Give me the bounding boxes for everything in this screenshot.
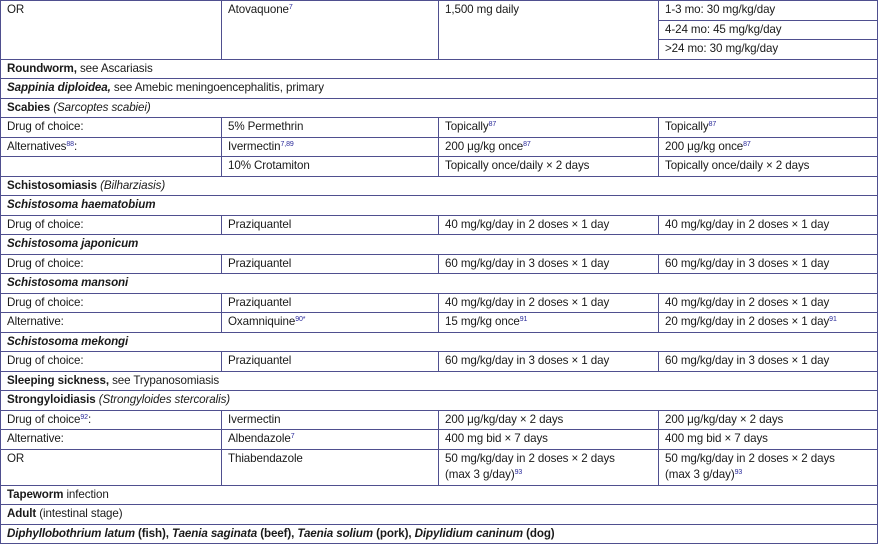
- table-row: 10% Crotamiton Topically once/daily × 2 days Topically once/daily × 2 days: [1, 157, 878, 177]
- section-row: Schistosomiasis (Bilharziasis): [1, 176, 878, 196]
- subsection-row: Schistosoma japonicum: [1, 235, 878, 255]
- subsection-row: Schistosoma haematobium: [1, 196, 878, 216]
- section-row: Roundworm, see Ascariasis: [1, 59, 878, 79]
- subsection-row: Schistosoma mekongi: [1, 332, 878, 352]
- table-row: OR Thiabendazole 50 mg/kg/day in 2 doses × 2 days (max 3 g/day)$^{93}$ 50 mg/kg/day in 2 doses × 2 days (max 3 g/day)$^{93}$: [1, 449, 878, 485]
- section-row: Tapeworm infection: [1, 485, 878, 505]
- pediatric-dose-line: >24 mo: 30 mg/kg/day: [665, 42, 779, 55]
- table-row: Alternative: Oxamniquine$^{90*}$ 15 mg/kg once$^{91}$ 20 mg/kg/day in 2 doses × 1 day$^{91}$: [1, 313, 878, 333]
- table-row: Drug of choice: Praziquantel 60 mg/kg/day in 3 doses × 1 day 60 mg/kg/day in 3 doses × 1 day: [1, 352, 878, 372]
- table-row: Drug of choice: Praziquantel 40 mg/kg/day in 2 doses × 1 day 40 mg/kg/day in 2 doses × 1 day: [1, 293, 878, 313]
- table-row: Drug of choice: 5% Permethrin Topically$^{87}$ Topically$^{87}$: [1, 118, 878, 138]
- table-row: Alternatives$^{88}$: Ivermectin$^{7,89}$ 200 μg/kg once$^{87}$ 200 μg/kg once$^{87}$: [1, 137, 878, 157]
- pediatric-dose-line: 4-24 mo: 45 mg/kg/day: [659, 20, 877, 40]
- section-row: Diphyllobothrium latum (fish), Taenia saginata (beef), Taenia solium (pork), Dipylidium caninum (dog): [1, 524, 878, 544]
- subsection-row: Schistosoma mansoni: [1, 274, 878, 294]
- pediatric-dose-line: 1-3 mo: 30 mg/kg/day: [659, 1, 877, 20]
- table-row: Drug of choice$^{92}$: Ivermectin 200 μg/kg/day × 2 days 200 μg/kg/day × 2 days: [1, 410, 878, 430]
- section-row: Strongyloidiasis (Strongyloides stercoralis): [1, 391, 878, 411]
- drug-cell: Atovaquone$^7$: [222, 1, 439, 60]
- section-row: Scabies (Sarcoptes scabiei): [1, 98, 878, 118]
- table-row: Drug of choice: Praziquantel 40 mg/kg/day in 2 doses × 1 day 40 mg/kg/day in 2 doses × 1 day: [1, 215, 878, 235]
- pediatric-dose-cell: [659, 1, 878, 60]
- section-row: Sappinia diploidea, see Amebic meningoencephalitis, primary: [1, 79, 878, 99]
- table-row: Drug of choice: Praziquantel 60 mg/kg/day in 3 doses × 1 day 60 mg/kg/day in 3 doses × 1 day: [1, 254, 878, 274]
- table-row: Alternative: Albendazole$^7$ 400 mg bid × 7 days 400 mg bid × 7 days: [1, 430, 878, 450]
- section-row: Adult (intestinal stage): [1, 505, 878, 525]
- adult-dose-cell: 1,500 mg daily: [439, 1, 659, 60]
- table-row: [1, 1, 878, 60]
- section-row: Sleeping sickness, see Trypanosomiasis: [1, 371, 878, 391]
- indication-cell: OR: [1, 1, 222, 60]
